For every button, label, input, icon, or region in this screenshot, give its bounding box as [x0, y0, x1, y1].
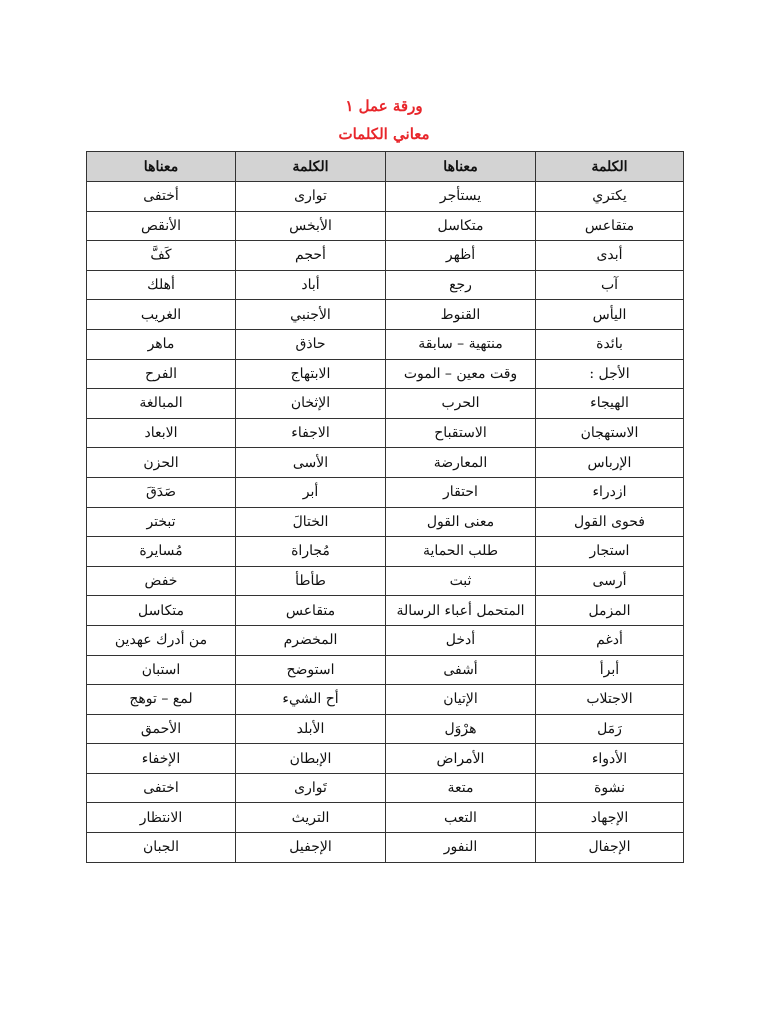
table-row: [87, 477, 684, 507]
table-row: [87, 359, 684, 389]
meaning-cell: الابعاد: [87, 418, 236, 448]
header-row: [87, 152, 684, 182]
meaning-cell: الأمراض: [386, 744, 536, 774]
meaning-cell: الإخفاء: [87, 744, 236, 774]
meaning-cell: تبختر: [87, 507, 236, 537]
table-row: [87, 300, 684, 330]
word-cell: بائدة: [536, 329, 684, 359]
meaning-cell: ثبت: [386, 566, 536, 596]
word-cell: فحوى القول: [536, 507, 684, 537]
meaning-cell: مُسايرة: [87, 537, 236, 567]
word-cell: الإجفيل: [236, 833, 386, 863]
word-cell: أبدى: [536, 241, 684, 271]
worksheet-subtitle: معاني الكلمات: [338, 125, 430, 143]
word-cell: طأطأ: [236, 566, 386, 596]
meaning-cell: الحرب: [386, 389, 536, 419]
word-cell: اليأس: [536, 300, 684, 330]
table-row: [87, 537, 684, 567]
meaning-cell: منتهية – سابقة: [386, 329, 536, 359]
worksheet-title: ورقة عمل ١: [345, 97, 423, 115]
meaning-cell: أظهر: [386, 241, 536, 271]
word-cell: الهيجاء: [536, 389, 684, 419]
meaning-cell: متكاسل: [87, 596, 236, 626]
meaning-cell: يستأجر: [386, 182, 536, 212]
word-cell: الختالَ: [236, 507, 386, 537]
word-cell: المخضرم: [236, 625, 386, 655]
word-cell: الأبخس: [236, 211, 386, 241]
meaning-cell: ماهر: [87, 329, 236, 359]
meaning-cell: استبان: [87, 655, 236, 685]
word-cell: الابتهاج: [236, 359, 386, 389]
word-cell: الإثخان: [236, 389, 386, 419]
column-header-word: الكلمة: [536, 152, 684, 182]
meaning-cell: اختفى: [87, 773, 236, 803]
meaning-cell: كَفَّ: [87, 241, 236, 271]
word-cell: متقاعس: [536, 211, 684, 241]
meaning-cell: رجع: [386, 270, 536, 300]
word-cell: المزمل: [536, 596, 684, 626]
word-cell: الإبطان: [236, 744, 386, 774]
meaning-cell: الغريب: [87, 300, 236, 330]
table-row: [87, 182, 684, 212]
table-row: [87, 744, 684, 774]
table-row: [87, 389, 684, 419]
meaning-cell: الأنقص: [87, 211, 236, 241]
meaning-cell: أدخل: [386, 625, 536, 655]
column-header-meaning: معناها: [87, 152, 236, 182]
word-cell: أحجم: [236, 241, 386, 271]
meaning-cell: الجبان: [87, 833, 236, 863]
table-row: [87, 241, 684, 271]
meaning-cell: التعب: [386, 803, 536, 833]
word-cell: الأجنبي: [236, 300, 386, 330]
meaning-cell: لمع – توهج: [87, 685, 236, 715]
word-cell: نشوة: [536, 773, 684, 803]
word-cell: أح الشيء: [236, 685, 386, 715]
meaning-cell: معنى القول: [386, 507, 536, 537]
meaning-cell: الإتيان: [386, 685, 536, 715]
table-row: [87, 566, 684, 596]
table-row: [87, 270, 684, 300]
word-cell: استجار: [536, 537, 684, 567]
word-cell: أبرأ: [536, 655, 684, 685]
meaning-cell: المبالغة: [87, 389, 236, 419]
word-cell: مُجاراة: [236, 537, 386, 567]
word-cell: الإجفال: [536, 833, 684, 863]
meaning-cell: أشفى: [386, 655, 536, 685]
word-cell: حاذق: [236, 329, 386, 359]
word-cell: الاجفاء: [236, 418, 386, 448]
meaning-cell: وقت معين – الموت: [386, 359, 536, 389]
meaning-cell: خفض: [87, 566, 236, 596]
table-row: [87, 507, 684, 537]
meaning-cell: المعارضة: [386, 448, 536, 478]
word-cell: يكتري: [536, 182, 684, 212]
table-row: [87, 448, 684, 478]
table-row: [87, 596, 684, 626]
table-row: [87, 803, 684, 833]
word-cell: الإجهاد: [536, 803, 684, 833]
word-cell: الاستهجان: [536, 418, 684, 448]
column-header-word: الكلمة: [236, 152, 386, 182]
table-header: [87, 152, 684, 182]
word-cell: تَوارى: [236, 773, 386, 803]
meaning-cell: الحزن: [87, 448, 236, 478]
table-row: [87, 655, 684, 685]
meaning-cell: الفرح: [87, 359, 236, 389]
word-cell: ازدراء: [536, 477, 684, 507]
table-row: [87, 833, 684, 863]
table-row: [87, 625, 684, 655]
vocabulary-table: [86, 151, 684, 863]
word-cell: أباد: [236, 270, 386, 300]
table-row: [87, 714, 684, 744]
table-body: [87, 182, 684, 863]
word-cell: الأبلد: [236, 714, 386, 744]
meaning-cell: الاستقباح: [386, 418, 536, 448]
word-cell: أرسى: [536, 566, 684, 596]
meaning-cell: متعة: [386, 773, 536, 803]
word-cell: أبر: [236, 477, 386, 507]
meaning-cell: النفور: [386, 833, 536, 863]
table-row: [87, 685, 684, 715]
meaning-cell: متكاسل: [386, 211, 536, 241]
meaning-cell: من أدرك عهدين: [87, 625, 236, 655]
meaning-cell: أختفى: [87, 182, 236, 212]
table-row: [87, 211, 684, 241]
meaning-cell: الأحمق: [87, 714, 236, 744]
word-cell: آب: [536, 270, 684, 300]
meaning-cell: طلب الحماية: [386, 537, 536, 567]
word-cell: الاجتلاب: [536, 685, 684, 715]
worksheet-header: [0, 92, 768, 148]
meaning-cell: احتقار: [386, 477, 536, 507]
word-cell: الإرباس: [536, 448, 684, 478]
meaning-cell: الانتظار: [87, 803, 236, 833]
table-row: [87, 329, 684, 359]
column-header-meaning: معناها: [386, 152, 536, 182]
word-cell: التريث: [236, 803, 386, 833]
word-cell: الأجل :: [536, 359, 684, 389]
word-cell: توارى: [236, 182, 386, 212]
word-cell: استوضح: [236, 655, 386, 685]
word-cell: أدغم: [536, 625, 684, 655]
table-row: [87, 773, 684, 803]
table-row: [87, 418, 684, 448]
word-cell: رَمَل: [536, 714, 684, 744]
meaning-cell: أهلك: [87, 270, 236, 300]
meaning-cell: المتحمل أعباء الرسالة: [386, 596, 536, 626]
meaning-cell: هرْوَل: [386, 714, 536, 744]
word-cell: الأدواء: [536, 744, 684, 774]
word-cell: الأسى: [236, 448, 386, 478]
meaning-cell: صَدَقَ: [87, 477, 236, 507]
word-cell: متقاعس: [236, 596, 386, 626]
meaning-cell: القنوط: [386, 300, 536, 330]
